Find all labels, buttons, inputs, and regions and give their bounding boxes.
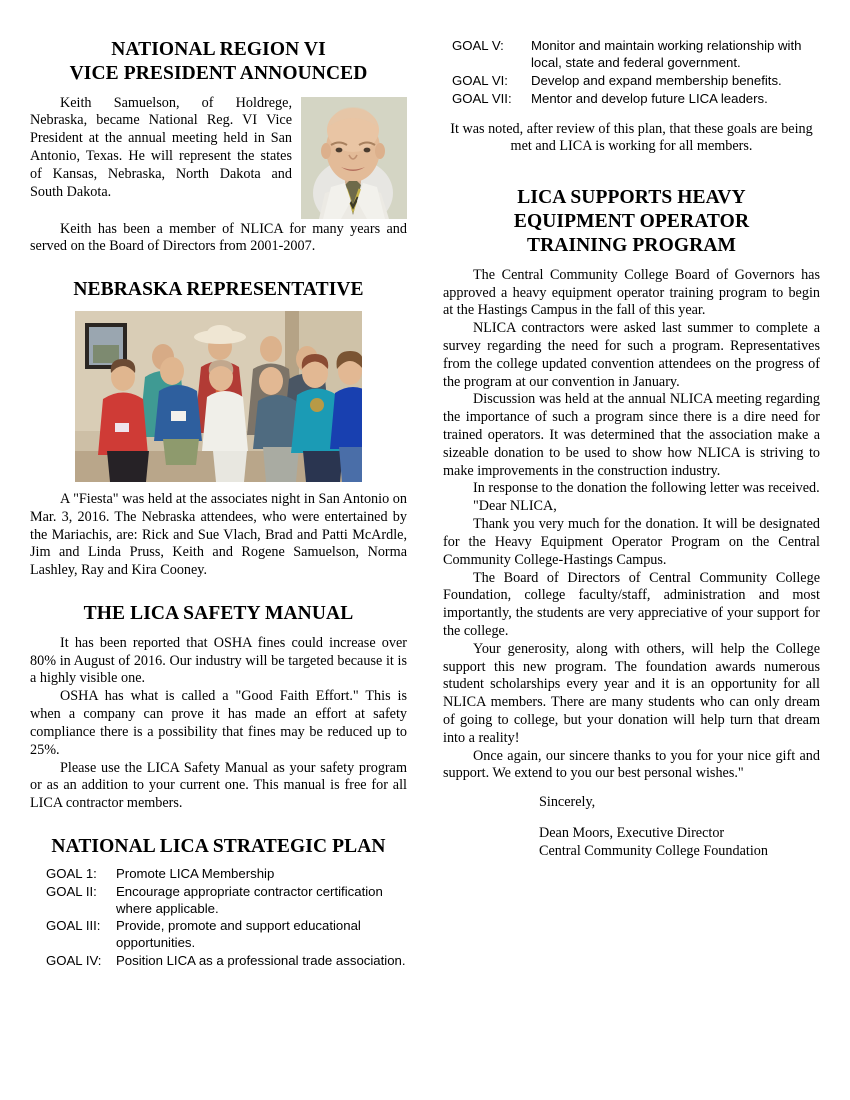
heading-line-3: TRAINING PROGRAM <box>526 234 737 256</box>
article-paragraph: Please use the LICA Safety Manual as your safety program or as an addition to your current one. This manual is free for all LICA contractor members. <box>30 759 407 812</box>
article-national-region-vi <box>30 38 407 256</box>
goal-label: GOAL 1: <box>46 865 97 881</box>
goal-text: Mentor and develop future LICA leaders. <box>531 90 768 106</box>
goal-text: Provide, promote and support educational opportunities. <box>116 918 361 951</box>
heading-line-1: NATIONAL REGION VI <box>111 39 326 60</box>
strategic-plan-note: It was noted, after review of this plan, that these goals are being met and LICA is working for all members. <box>450 120 813 155</box>
article-paragraph: The Central Community College Board of Governors has approved a heavy equipment operator training program to begin at the Hastings Campus in the fall of this year. <box>443 266 820 319</box>
left-column <box>30 38 425 971</box>
goal-label: GOAL VI: <box>452 72 508 88</box>
signature-closing: Sincerely, <box>539 794 596 811</box>
goal-text: Encourage appropriate contractor certification where applicable. <box>116 883 383 916</box>
article-heading-heavy-equipment <box>443 186 820 257</box>
goal-label: GOAL V: <box>452 38 504 53</box>
goal-row <box>30 884 407 918</box>
article-nebraska-representative <box>30 278 407 580</box>
right-column <box>425 38 820 861</box>
letter-salutation: "Dear NLICA, <box>473 498 557 515</box>
group-image <box>75 311 362 482</box>
goal-text: Position LICA as a professional trade association. <box>116 953 406 969</box>
heading-line-1: LICA SUPPORTS HEAVY <box>517 187 746 209</box>
signature-organization: Central Community College Foundation <box>539 843 768 860</box>
article-heading-nebraska-rep: NEBRASKA REPRESENTATIVE <box>73 279 364 301</box>
article-paragraph: OSHA has what is called a "Good Faith Effort." This is when a company can prove it has made an effort at safety compliance there is a possibility that fines may be reduced up to 25%. <box>30 688 407 758</box>
goal-text: Promote LICA Membership <box>116 865 275 881</box>
signature-name-title: Dean Moors, Executive Director <box>539 824 725 841</box>
article-heading-region-vi <box>30 38 407 86</box>
portrait-image <box>301 97 407 219</box>
portrait-photo-keith-samuelson <box>301 97 407 219</box>
article-paragraph: Keith has been a member of NLICA for many years and served on the Board of Directors from 2001-2007. <box>30 220 407 255</box>
article-national-lica-strategic-plan <box>30 835 407 970</box>
article-paragraph: NLICA contractors were asked last summer to complete a survey regarding the need for such a program. Representatives from the college updated convention attendees on the progress of the program at our convention in January. <box>443 320 820 390</box>
letter-signature-block <box>443 793 820 860</box>
article-paragraph: It has been reported that OSHA fines could increase over 80% in August of 2016. Our industry will be targeted because it is a highly visible one. <box>30 634 407 687</box>
article-paragraph: Keith Samuelson, of Holdrege, Nebraska, became National Reg. VI Vice President at the annual meeting held in San Antonio, Texas. He will represent the states of Kansas, Nebraska, North Dakota and South Dakota. <box>30 94 292 200</box>
article-paragraph: Discussion was held at the annual NLICA meeting regarding the importance of such a program since there is a dire need for trained operators. It was determined that the association make a sizeable donation to be used to show how NLICA is striving to make improvements in the construction industry. <box>443 391 820 479</box>
goal-row <box>30 918 407 952</box>
goal-row <box>30 866 407 883</box>
goal-text: Develop and expand membership benefits. <box>531 72 782 88</box>
heading-line-2: EQUIPMENT OPERATOR <box>513 211 750 233</box>
goal-row <box>443 91 820 108</box>
article-lica-safety-manual <box>30 602 407 813</box>
article-heading-safety-manual: THE LICA SAFETY MANUAL <box>83 603 354 625</box>
goal-row <box>443 38 820 72</box>
goal-label: GOAL III: <box>46 918 101 934</box>
article-heading-strategic-plan: NATIONAL LICA STRATEGIC PLAN <box>51 835 386 857</box>
goal-label: GOAL VII: <box>452 90 512 106</box>
letter-paragraph: Your generosity, along with others, will help the College support this new program. The foundation awards numerous student scholarships every year and it is an opportunity for all NLICA members. There are many students who can only dream of going to college, but your donation will help turn that dream into a reality! <box>443 640 820 746</box>
letter-paragraph: Once again, our sincere thanks to you for your nice gift and support. We extend to you our best personal wishes." <box>443 747 820 782</box>
article-paragraph: In response to the donation the following letter was received. <box>473 480 820 497</box>
heading-line-2: VICE PRESIDENT ANNOUNCED <box>69 62 368 84</box>
goal-row <box>443 73 820 90</box>
photo-caption-paragraph: A "Fiesta" was held at the associates night in San Antonio on Mar. 3, 2016. The Nebraska attendees, who were entertained by the Mariachis, are: Rick and Sue Vlach, Brad and Patti McArdle, Jim and Linda Pruss, Keith and Rogene Samuelson, Norma Lashley, Ray and Kira Cooney. <box>30 490 407 579</box>
letter-paragraph: Thank you very much for the donation. It will be designated for the Heavy Equipment Operator Program on the Central Community College-Hastings Campus. <box>443 516 820 568</box>
article-heavy-equipment-training <box>443 186 820 860</box>
strategic-plan-goals-list <box>30 866 407 970</box>
letter-paragraph: The Board of Directors of Central Community College Foundation, college faculty/staff, administration and most importantly, the students are very appreciative of your support for the college. <box>443 569 820 639</box>
group-photo-nebraska-attendees <box>75 311 362 482</box>
goal-label: GOAL IV: <box>46 953 102 969</box>
strategic-plan-goals-continued <box>443 38 820 108</box>
goal-row <box>30 953 407 970</box>
two-column-layout <box>30 38 820 1080</box>
goal-label: GOAL II: <box>46 883 97 899</box>
goal-text: Monitor and maintain working relationship with local, state and federal government. <box>531 38 802 70</box>
